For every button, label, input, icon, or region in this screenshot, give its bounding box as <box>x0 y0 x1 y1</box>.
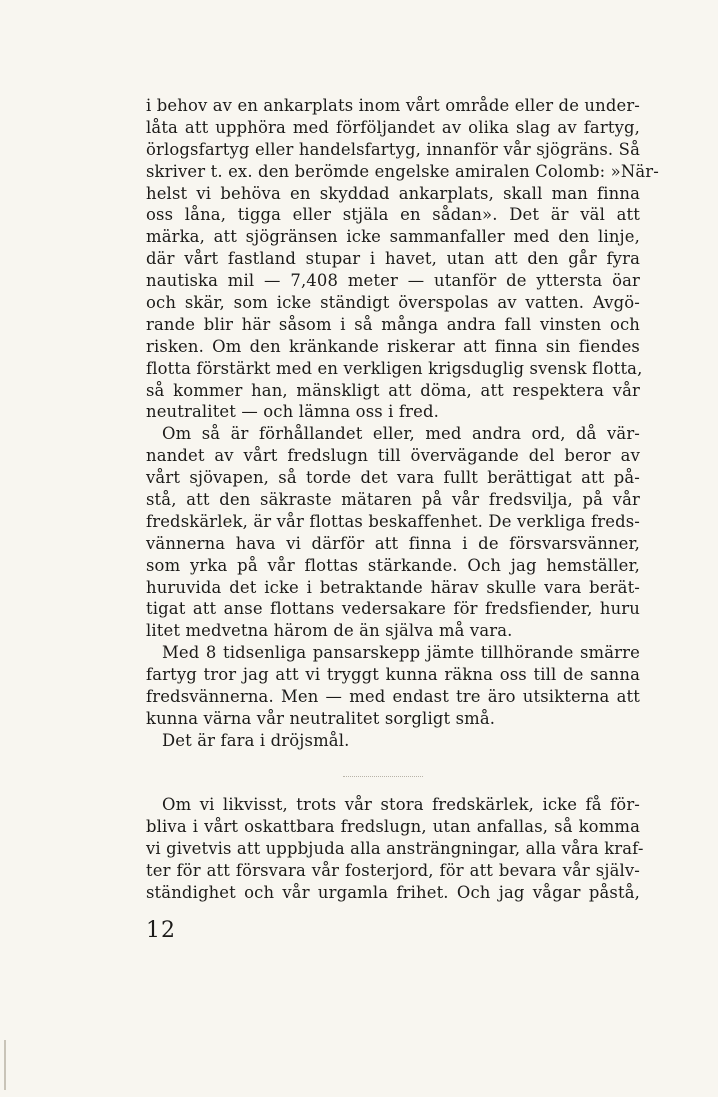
section-divider <box>343 776 423 777</box>
text-line: som yrka på vår flottas stärkande. Och jag hemställer, <box>146 555 640 575</box>
text-line: vi givetvis att uppbjuda alla ansträngningar, alla våra kraf- <box>146 838 644 858</box>
text-line: fredskärlek, är vår flottas beskaffenhet. De verkliga freds- <box>146 511 640 531</box>
text-line: skriver t. ex. den berömde engelske amiralen Colomb: »När- <box>146 161 659 181</box>
page-edge-shadow <box>4 1040 6 1090</box>
text-line: örlogsfartyg eller handelsfartyg, innanför vår sjögräns. Så <box>146 139 640 159</box>
text-line: Det är fara i dröjsmål. <box>162 730 350 750</box>
text-line: i behov av en ankarplats inom vårt område eller de under- <box>146 96 640 115</box>
text-line: litet medvetna härom de än själva må vara. <box>146 621 513 641</box>
text-line: nandet av vårt fredslugn till övervägande del beror av <box>146 446 640 466</box>
text-line: rande blir här såsom i så många andra fall vinsten och <box>146 314 640 334</box>
text-line: Om vi likvisst, trots vår stora fredskärlek, icke få för- <box>162 795 640 814</box>
text-line: där vårt fastland stupar i havet, utan att den går fyra <box>146 249 640 269</box>
text-line: flotta förstärkt med en verkligen krigsduglig svensk flotta, <box>146 358 643 378</box>
text-line: vännerna hava vi därför att finna i de försvarsvänner, <box>146 533 640 553</box>
text-line: Med 8 tidsenliga pansarskepp jämte tillhörande smärre <box>162 643 640 663</box>
text-line: bliva i vårt oskattbara fredslugn, utan anfallas, så komma <box>146 816 640 836</box>
text-line: Om så är förhållandet eller, med andra ord, då vär- <box>162 424 640 444</box>
text-line: märka, att sjögränsen icke sammanfaller med den linje, <box>146 227 640 247</box>
text-line: ständighet och vår urgamla frihet. Och jag vågar påstå, <box>146 882 640 902</box>
text-line: och skär, som icke ständigt överspolas av vatten. Avgö- <box>146 293 640 313</box>
text-line: stå, att den säkraste mätaren på vår fredsvilja, på vår <box>146 490 640 510</box>
page-number: 12 <box>146 918 176 943</box>
text-section-secondary <box>146 794 644 903</box>
text-line: nautiska mil — 7,408 meter — utanför de yttersta öar <box>146 271 640 291</box>
text-line: risken. Om den kränkande riskerar att finna sin fiendes <box>146 336 640 356</box>
text-section-main <box>146 95 659 752</box>
text-line: fredsvännerna. Men — med endast tre äro utsikterna att <box>146 687 640 707</box>
text-line: neutralitet — och lämna oss i fred. <box>146 402 439 422</box>
text-line: oss låna, tigga eller stjäla en sådan». Det är väl att <box>146 205 640 225</box>
text-line: helst vi behöva en skyddad ankarplats, skall man finna <box>146 183 640 203</box>
text-line: låta att upphöra med förföljandet av olika slag av fartyg, <box>146 117 640 137</box>
text-line: tigat att anse flottans vedersakare för fredsfiender, huru <box>146 599 640 619</box>
text-line: kunna värna vår neutralitet sorgligt små. <box>146 708 496 728</box>
text-line: fartyg tror jag att vi tryggt kunna räkna oss till de sanna <box>146 665 640 685</box>
text-line: så kommer han, mänskligt att döma, att respektera vår <box>146 380 640 400</box>
text-line: ter för att försvara vår fosterjord, för att bevara vår själv- <box>146 860 640 880</box>
text-line: huruvida det icke i betraktande härav skulle vara berät- <box>146 577 640 597</box>
text-line: vårt sjövapen, så torde det vara fullt berättigat att på- <box>146 468 640 488</box>
